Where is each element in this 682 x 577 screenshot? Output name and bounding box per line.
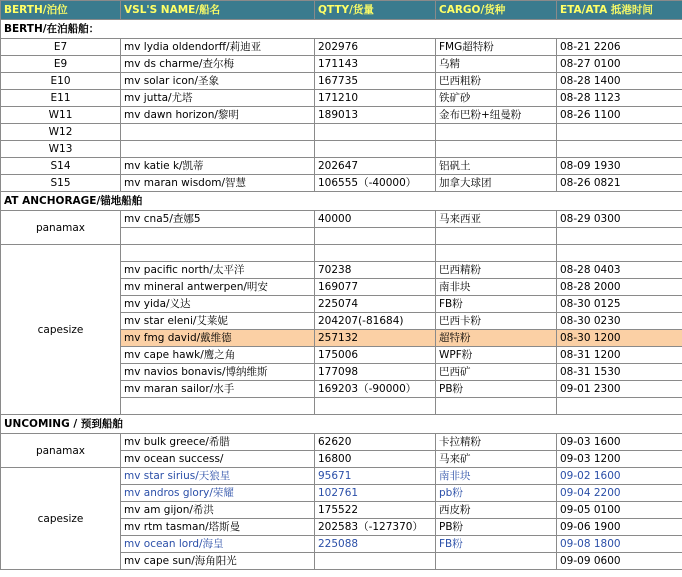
eta-cell [557,228,682,245]
eta-cell: 09-02 1600 [557,468,682,485]
table-row [1,56,682,73]
table-row [1,124,682,141]
eta-cell: 08-26 0821 [557,175,682,192]
eta-cell [557,124,682,141]
vessel-name-cell: mv dawn horizon/黎明 [121,107,315,124]
vessel-name-cell: mv ocean success/ [121,451,315,468]
quantity-cell: 106555（-40000） [315,175,436,192]
vessel-name-cell: mv fmg david/戴维德 [121,330,315,347]
quantity-cell: 202976 [315,39,436,56]
vessel-name-cell: mv yida/义达 [121,296,315,313]
eta-cell: 09-05 0100 [557,502,682,519]
vessel-name-cell: mv star sirius/天狼星 [121,468,315,485]
quantity-cell: 171143 [315,56,436,73]
quantity-cell: 177098 [315,364,436,381]
table-row [1,434,682,451]
eta-cell: 08-28 2000 [557,279,682,296]
cargo-cell: 南非块 [436,279,557,296]
cargo-cell [436,141,557,158]
cargo-cell: PB粉 [436,519,557,536]
section-berth [1,20,682,39]
cargo-cell [436,398,557,415]
cargo-cell: WPF粉 [436,347,557,364]
eta-cell: 08-21 2206 [557,39,682,56]
header-row [1,1,682,20]
quantity-cell [315,141,436,158]
cargo-cell: 巴西粗粉 [436,73,557,90]
eta-cell: 08-28 0403 [557,262,682,279]
cargo-cell: 超特粉 [436,330,557,347]
vessel-name-cell: mv bulk greece/希腊 [121,434,315,451]
vessel-name-cell: mv katie k/凯蒂 [121,158,315,175]
quantity-cell: 202647 [315,158,436,175]
section-upcoming [1,415,682,434]
table-row [1,158,682,175]
cargo-cell [436,553,557,570]
quantity-cell: 102761 [315,485,436,502]
vessel-class-label: capesize [1,245,121,415]
cargo-cell: FB粉 [436,296,557,313]
cargo-cell: 马来西亚 [436,211,557,228]
vessel-name-cell: mv maran wisdom/智慧 [121,175,315,192]
quantity-cell: 171210 [315,90,436,107]
quantity-cell: 167735 [315,73,436,90]
cargo-cell [436,245,557,262]
eta-cell: 08-31 1530 [557,364,682,381]
cargo-cell: 卡拉精粉 [436,434,557,451]
quantity-cell [315,553,436,570]
quantity-cell: 95671 [315,468,436,485]
vessel-name-cell: mv cape sun/海角阳光 [121,553,315,570]
vessel-name-cell [121,228,315,245]
quantity-cell: 202583（-127370） [315,519,436,536]
eta-cell: 09-06 1900 [557,519,682,536]
table-row [1,90,682,107]
quantity-cell: 169203（-90000） [315,381,436,398]
vessel-name-cell: mv andros glory/荣耀 [121,485,315,502]
cargo-cell [436,124,557,141]
section-upcoming-title: UNCOMING / 预到船舶 [1,415,682,434]
cargo-cell: pb粉 [436,485,557,502]
eta-cell: 08-26 1100 [557,107,682,124]
table-row [1,211,682,228]
cargo-cell [436,228,557,245]
cargo-cell: 南非块 [436,468,557,485]
cargo-cell: 巴西卡粉 [436,313,557,330]
quantity-cell: 204207(-81684) [315,313,436,330]
berth-cell: W13 [1,141,121,158]
eta-cell: 09-04 2200 [557,485,682,502]
cargo-cell: 铁矿砂 [436,90,557,107]
table-row [1,141,682,158]
eta-cell: 09-08 1800 [557,536,682,553]
quantity-cell: 40000 [315,211,436,228]
eta-cell: 08-30 1200 [557,330,682,347]
eta-cell [557,245,682,262]
vessel-name-cell: mv solar icon/圣象 [121,73,315,90]
quantity-cell [315,245,436,262]
eta-cell: 08-30 0125 [557,296,682,313]
cargo-cell: FB粉 [436,536,557,553]
vessel-name-cell [121,245,315,262]
vessel-class-label: panamax [1,211,121,245]
vessel-name-cell: mv pacific north/太平洋 [121,262,315,279]
cargo-cell: 西皮粉 [436,502,557,519]
vessel-name-cell: mv mineral antwerpen/明安 [121,279,315,296]
quantity-cell: 225088 [315,536,436,553]
quantity-cell: 169077 [315,279,436,296]
cargo-cell: 乌精 [436,56,557,73]
table-row [1,107,682,124]
cargo-cell: 马来矿 [436,451,557,468]
quantity-cell [315,228,436,245]
vessel-name-cell [121,141,315,158]
cargo-cell: 巴西精粉 [436,262,557,279]
quantity-cell: 62620 [315,434,436,451]
eta-cell [557,398,682,415]
vessel-name-cell: mv navios bonavis/博纳维斯 [121,364,315,381]
section-anchorage-title: AT ANCHORAGE/锚地船舶 [1,192,682,211]
header-cargo: CARGO/货种 [436,1,557,20]
header-berth: BERTH/泊位 [1,1,121,20]
eta-cell: 09-09 0600 [557,553,682,570]
table-row [1,245,682,262]
eta-cell: 08-09 1930 [557,158,682,175]
table-row [1,175,682,192]
cargo-cell: 金布巴粉+纽曼粉 [436,107,557,124]
quantity-cell: 189013 [315,107,436,124]
eta-cell: 08-31 1200 [557,347,682,364]
berth-cell: S15 [1,175,121,192]
eta-cell: 08-28 1123 [557,90,682,107]
table-row [1,73,682,90]
quantity-cell: 257132 [315,330,436,347]
vessel-name-cell: mv lydia oldendorff/莉迪亚 [121,39,315,56]
vessel-name-cell: mv cna5/查娜5 [121,211,315,228]
cargo-cell: FMG超特粉 [436,39,557,56]
berth-cell: W11 [1,107,121,124]
vessel-name-cell: mv maran sailor/水手 [121,381,315,398]
vessel-name-cell: mv jutta/尤塔 [121,90,315,107]
quantity-cell [315,124,436,141]
quantity-cell: 175006 [315,347,436,364]
vessel-name-cell: mv ds charme/查尔梅 [121,56,315,73]
eta-cell: 09-03 1200 [557,451,682,468]
berth-cell: E9 [1,56,121,73]
vessel-name-cell: mv rtm tasman/塔斯曼 [121,519,315,536]
eta-cell: 08-30 0230 [557,313,682,330]
vessel-name-cell: mv star eleni/艾莱妮 [121,313,315,330]
berth-cell: S14 [1,158,121,175]
berth-cell: E11 [1,90,121,107]
vessel-name-cell: mv cape hawk/鹰之角 [121,347,315,364]
header-qtty: QTTY/货量 [315,1,436,20]
section-anchorage [1,192,682,211]
vessel-name-cell [121,398,315,415]
vessel-class-label: panamax [1,434,121,468]
vessel-class-label: capesize [1,468,121,570]
vessel-name-cell: mv am gijon/希洪 [121,502,315,519]
eta-cell: 09-03 1600 [557,434,682,451]
cargo-cell: 巴西矿 [436,364,557,381]
eta-cell: 08-28 1400 [557,73,682,90]
eta-cell: 08-27 0100 [557,56,682,73]
berth-cell: E10 [1,73,121,90]
header-eta: ETA/ATA 抵港时间 [557,1,682,20]
cargo-cell: PB粉 [436,381,557,398]
section-berth-title: BERTH/在泊船舶： [1,20,682,39]
berth-cell: W12 [1,124,121,141]
berth-cell: E7 [1,39,121,56]
cargo-cell: 加拿大球团 [436,175,557,192]
table-row [1,39,682,56]
quantity-cell: 225074 [315,296,436,313]
eta-cell: 09-01 2300 [557,381,682,398]
eta-cell [557,141,682,158]
vessel-name-cell: mv ocean lord/海皇 [121,536,315,553]
table-row [1,468,682,485]
header-vessel: VSL'S NAME/船名 [121,1,315,20]
quantity-cell [315,398,436,415]
quantity-cell: 175522 [315,502,436,519]
quantity-cell: 16800 [315,451,436,468]
quantity-cell: 70238 [315,262,436,279]
vessel-name-cell [121,124,315,141]
cargo-cell: 铝矾土 [436,158,557,175]
eta-cell: 08-29 0300 [557,211,682,228]
